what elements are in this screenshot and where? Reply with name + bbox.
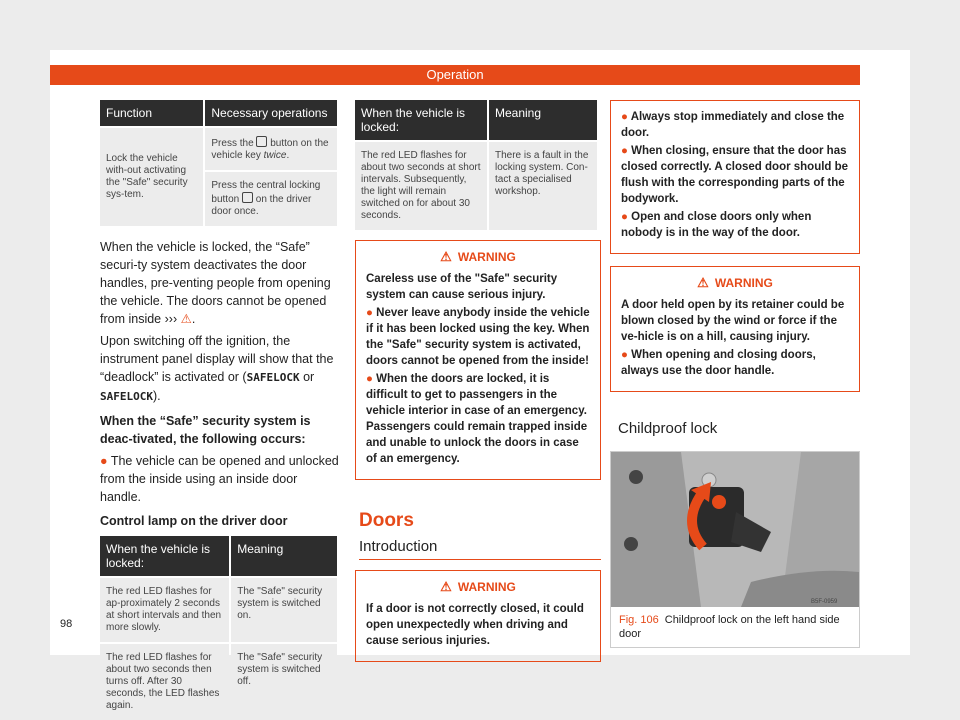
table-header: Necessary operations [205,100,337,126]
table-header: Meaning [231,536,337,576]
bullet-icon: ● [621,211,628,223]
page-header: Operation [50,65,860,85]
bullet-item: ● Always stop immediately and close the door. [621,111,845,139]
bullet-item: ● Open and close doors only when nobody is in the way of the door. [621,211,812,239]
table-header: When the vehicle is locked: [100,536,229,576]
paragraph: When the vehicle is locked, the “Safe” securi-ty system deactivates the door handles, pre-venting people from opening the vehicle. The doors cannot be opened from inside ››› ⚠. [100,240,331,326]
bullet-item: ● When opening and closing doors, always use the door handle. [621,349,816,377]
fault-table [353,100,599,230]
table-cell: Press the central locking button on the driver door once. [205,170,337,226]
bullet-icon: ● [621,349,628,361]
table-cell: The "Safe" security system is switched on. [231,576,337,642]
warning-box: ⚠ WARNING Careless use of the "Safe" security system can cause serious injury. ● Never leave anybody inside the vehicle if it has been locked using the key. When the "Safe" security system is activated, doors cannot be opened from the inside! ● When the doors are locked, it is difficult to get to passengers in the vehicle interior in case of an emergency. Passengers could remain trapped inside and unable to unlock the doors in case of an emergency. [355,240,601,480]
section-title: Introduction [359,538,601,560]
warning-box: ⚠ WARNING A door held open by its retainer could be blown closed by the wind or force if the ve-hicle is on a hill, causing injury. ● When opening and closing doors, always use the door handle. [610,266,860,392]
column-middle [355,100,601,662]
chapter-title: Doors [359,510,414,531]
warning-triangle-icon: ⚠ [697,275,709,290]
bullet-icon: ● [621,111,628,123]
table-cell: The "Safe" security system is switched off. [231,642,337,720]
section-title: Childproof lock [618,420,718,437]
bullet-icon: ● [621,145,628,157]
control-lamp-table [98,536,339,720]
table-header: Meaning [489,100,597,140]
bullet-icon: ● [366,307,373,319]
bullet-item: ● When the doors are locked, it is difficult to get to passengers in the vehicle interior in case of an emergency. Passengers could remain trapped inside and unable to unlock the doors in case of an emergency. [366,373,588,465]
table-cell: The red LED flashes for ap-proximately 2 seconds at short intervals and then more slowly. [100,576,229,642]
table-cell: There is a fault in the locking system. Con-tact a specialised workshop. [489,140,597,230]
bullet-item: ● The vehicle can be opened and unlocked from the inside using an inside door handle. [100,454,339,504]
subheading: Control lamp on the driver door [100,514,288,528]
bullet-item: ● Never leave anybody inside the vehicle if it has been locked using the key. When the "Safe" security system is activated, doors cannot be opened from the inside! [366,307,590,367]
figure [610,451,860,648]
page-number: 98 [60,618,73,630]
table-header: When the vehicle is locked: [355,100,487,140]
bullet-item: ● When closing, ensure that the door has closed correctly. A closed door should be flush with the corresponding parts of the bodywork. [621,145,849,205]
figure-image [611,452,859,607]
bullet-icon: ● [366,373,373,385]
childproof-lock-illustration [611,452,859,607]
table-cell: The red LED flashes for about two seconds at short intervals. Subsequently, the light will remain switched on for about 30 seconds. [355,140,487,230]
function-table [98,100,339,226]
warning-triangle-icon: ⚠ [180,312,192,326]
lock-key-icon [256,136,267,147]
figure-caption: Fig. 106 Childproof lock on the left hand side door [619,614,840,640]
paragraph: Upon switching off the ignition, the instrument panel display will show that the “deadlock” is activated or (SAFELOCK or SAFELOCK). [100,334,334,403]
warning-box: ⚠ WARNING If a door is not correctly closed, it could open unexpectedly when driving and cause serious injuries. [355,570,601,662]
table-cell: Lock the vehicle with-out activating the "Safe" security sys-tem. [100,126,203,226]
table-cell: Press the button on the vehicle key twice. [205,126,337,170]
figure-code: B5F-0959 [811,599,838,605]
cross-ref[interactable]: ››› [164,312,178,326]
table-header: Function [100,100,203,126]
central-lock-icon [242,192,253,203]
table-cell: The red LED flashes for about two seconds then turns off. After 30 seconds, the LED flashes again. [100,642,229,720]
warning-triangle-icon: ⚠ [440,249,452,264]
bullet-icon: ● [100,454,108,468]
warning-triangle-icon: ⚠ [440,579,452,594]
column-right [610,100,860,648]
warning-box-continued [610,100,860,254]
subheading: When the “Safe” security system is deac-tivated, the following occurs: [100,414,311,446]
column-left [100,100,341,720]
